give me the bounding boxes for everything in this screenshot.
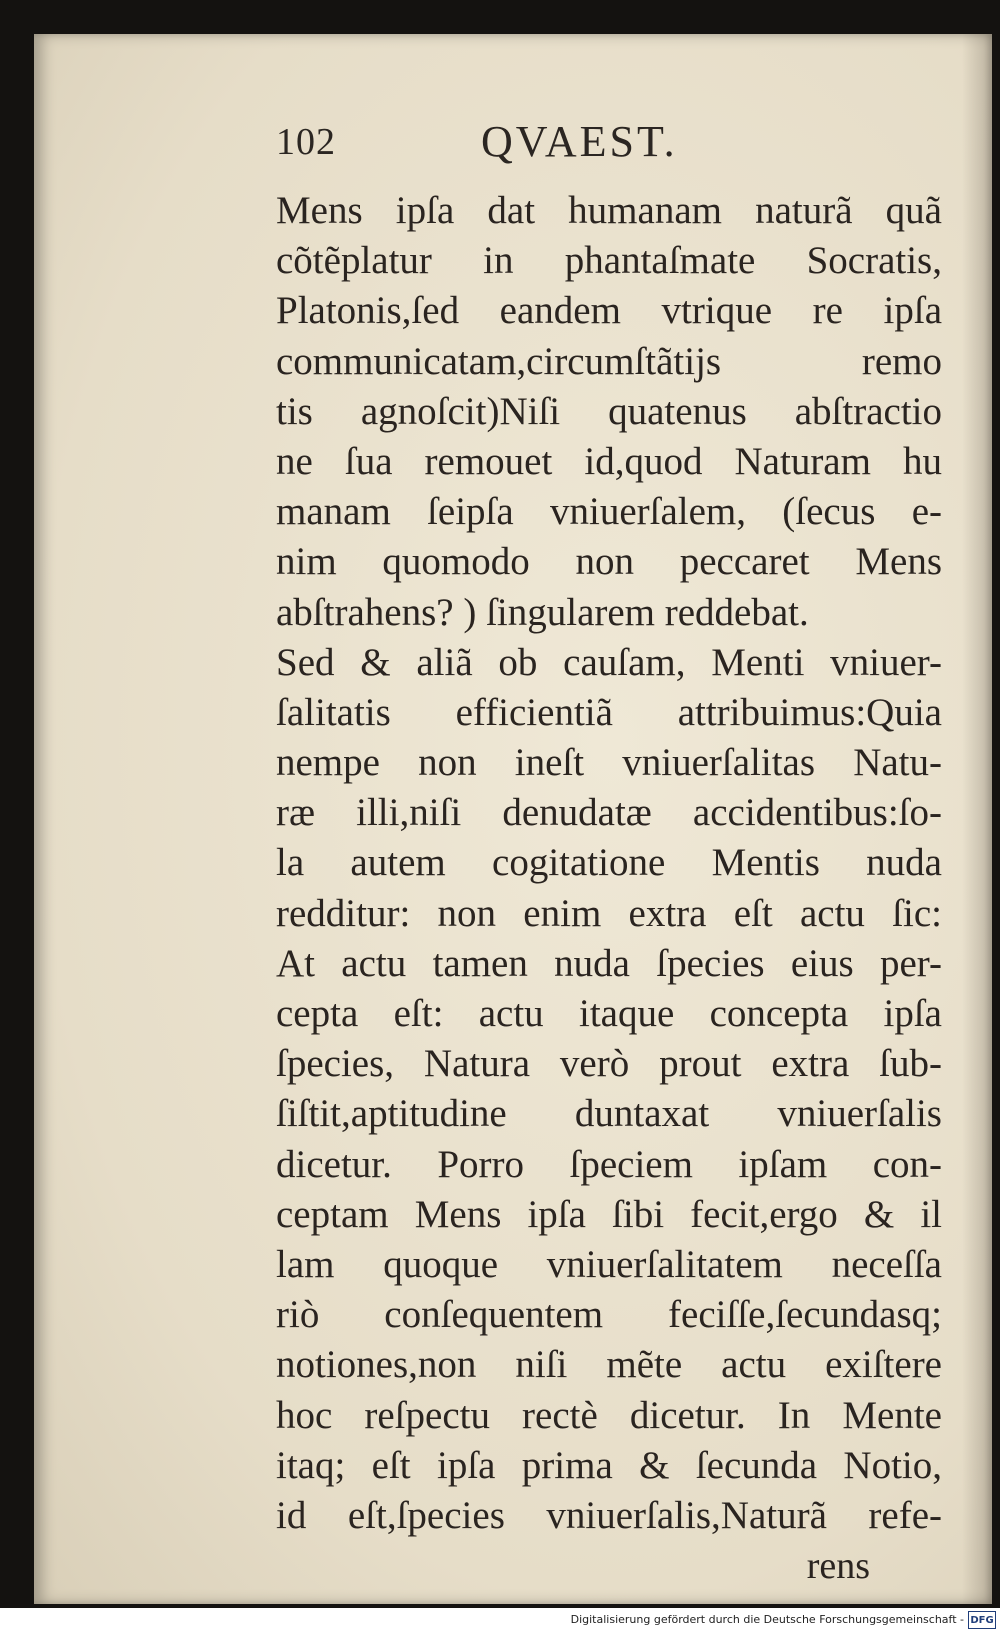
catchword: rens <box>806 1545 870 1588</box>
text-line: cepta eſt: actu itaque concepta ipſa <box>276 992 942 1035</box>
text-line: dicetur. Porro ſpeciem ipſam con- <box>276 1142 942 1186</box>
text-line: communicatam,circumſtãtijs remo <box>276 339 942 383</box>
text-line: ceptam Mens ipſa ſibi fecit,ergo & il <box>276 1192 942 1236</box>
text-line: tis agnoſcit)Niſi quatenus abſtractio <box>276 389 942 433</box>
catchword-row <box>276 1541 942 1591</box>
text-line: itaq; eſt ipſa prima & ſecunda Notio, <box>276 1443 942 1487</box>
text-line: notiones,non niſi mẽte actu exiſtere <box>276 1343 942 1387</box>
text-line: ſiſtit,aptitudine duntaxat vniuerſalis <box>276 1092 942 1136</box>
text-line: nempe non ineſt vniuerſalitas Natu- <box>276 741 942 785</box>
page-number: 102 <box>276 121 336 163</box>
page-header <box>276 108 816 180</box>
dfg-logo: DFG <box>968 1611 996 1629</box>
text-line: lam quoque vniuerſalitatem neceſſa <box>276 1242 942 1286</box>
text-line: manam ſeipſa vniuerſalem, (ſecus e- <box>276 490 942 534</box>
text-line: ſpecies, Natura verò prout extra ſub- <box>276 1042 942 1086</box>
text-line: ne ſua remouet id,quod Naturam hu <box>276 439 942 483</box>
text-line: ſalitatis efficientiã attribuimus:Quia <box>276 690 942 734</box>
funding-credit: Digitalisierung gefördert durch die Deutsche Forschungsgemeinschaft - <box>570 1613 964 1626</box>
text-line: riò conſequentem feciſſe,ſecundasq; <box>276 1293 942 1337</box>
page-gutter-shadow <box>962 34 992 1604</box>
text-line: Sed & aliã ob cauſam, Menti vniuer- <box>276 640 942 684</box>
digitization-footer <box>0 1608 1000 1633</box>
text-line: Platonis,ſed eandem vtrique re ipſa <box>276 289 942 333</box>
text-line: Mens ipſa dat humanam naturã quã <box>276 189 942 232</box>
text-line: la autem cogitatione Mentis nuda <box>276 841 942 885</box>
body-text <box>276 186 942 1591</box>
text-line: abſtrahens? ) ſingularem reddebat. <box>276 590 809 634</box>
text-line: id eſt,ſpecies vniuerſalis,Naturã refe- <box>276 1493 942 1537</box>
running-head: QVAEST. <box>481 117 678 166</box>
text-line: nim quomodo non peccaret Mens <box>276 540 942 584</box>
text-line: At actu tamen nuda ſpecies eius per- <box>276 941 942 985</box>
text-line: redditur: non enim extra eſt actu ſic: <box>276 891 942 935</box>
text-line: ræ illi,niſi denudatæ accidentibus:ſo- <box>276 791 942 835</box>
text-line: hoc reſpectu rectè dicetur. In Mente <box>276 1393 942 1437</box>
text-line: cõtẽplatur in phantaſmate Socratis, <box>276 239 942 283</box>
